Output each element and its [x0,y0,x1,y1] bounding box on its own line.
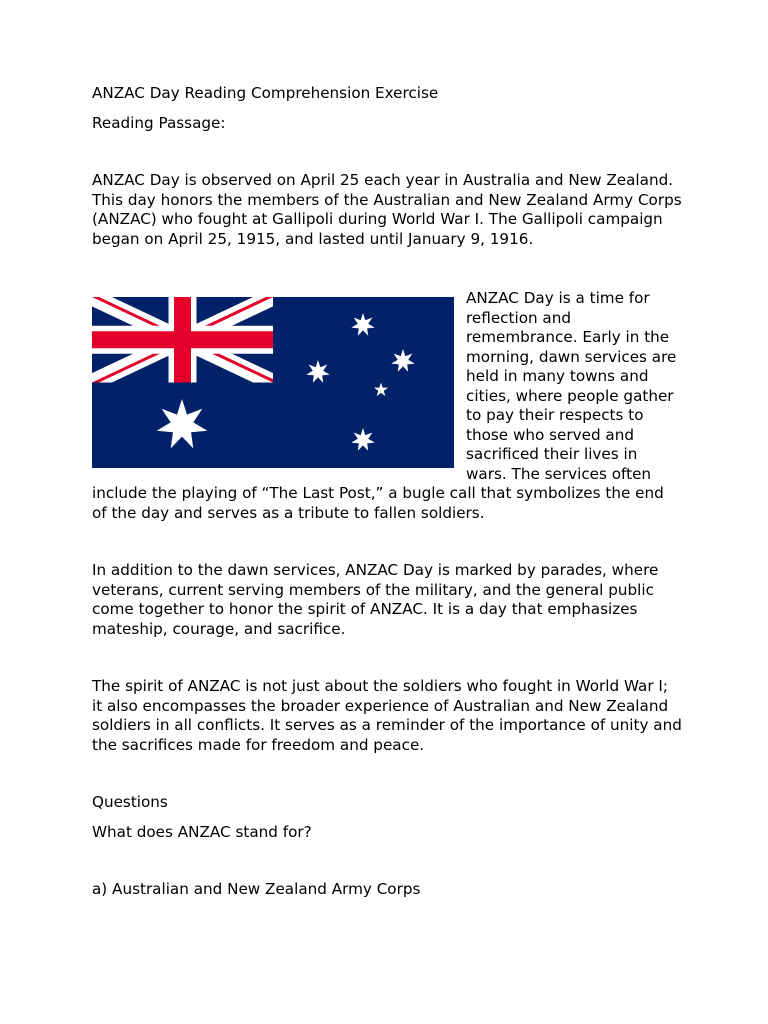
document-title: ANZAC Day Reading Comprehension Exercise [92,84,439,102]
questions-heading: Questions [92,793,168,811]
australian-flag-image [92,297,454,468]
paragraph-3: In addition to the dawn services, ANZAC Day is marked by parades, where veterans, current serving members of the military, and the general public come together to honor the spirit of ANZAC. It is a day that emphasizes mateship, courage, and sacrifice. [92,561,659,638]
union-jack-canton [92,297,273,383]
passage-label: Reading Passage: [92,113,226,132]
paragraph-1: ANZAC Day is observed on April 25 each year in Australia and New Zealand. This day honors the members of the Australian and New Zealand Army Corps (ANZAC) who fought at Gallipoli during World War I. The Gallipoli campaign began on April 25, 1915, and lasted until January 9, 1916. [92,171,682,248]
question-1: What does ANZAC stand for? [92,822,312,841]
paragraph-4: The spirit of ANZAC is not just about the soldiers who fought in World War I; it also encompasses the broader experience of Australian and New Zealand soldiers in all conflicts. It serves as a reminder of the importance of unity and the sacrifices made for freedom and peace. [92,677,682,754]
answer-option-a: a) Australian and New Zealand Army Corps [92,880,421,898]
paragraph-2: ANZAC Day is a time for reflection and remembrance. Early in the morning, dawn services are held in many towns and cities, where people gather to pay their respects to those who served and sacrificed their lives in wars. The services often include the playing of “The Last Post,” a bugle call that symbolizes the end of the day and serves as a tribute to fallen soldiers. [92,289,677,522]
document-content [92,84,682,900]
flag-and-paragraph [92,289,682,523]
